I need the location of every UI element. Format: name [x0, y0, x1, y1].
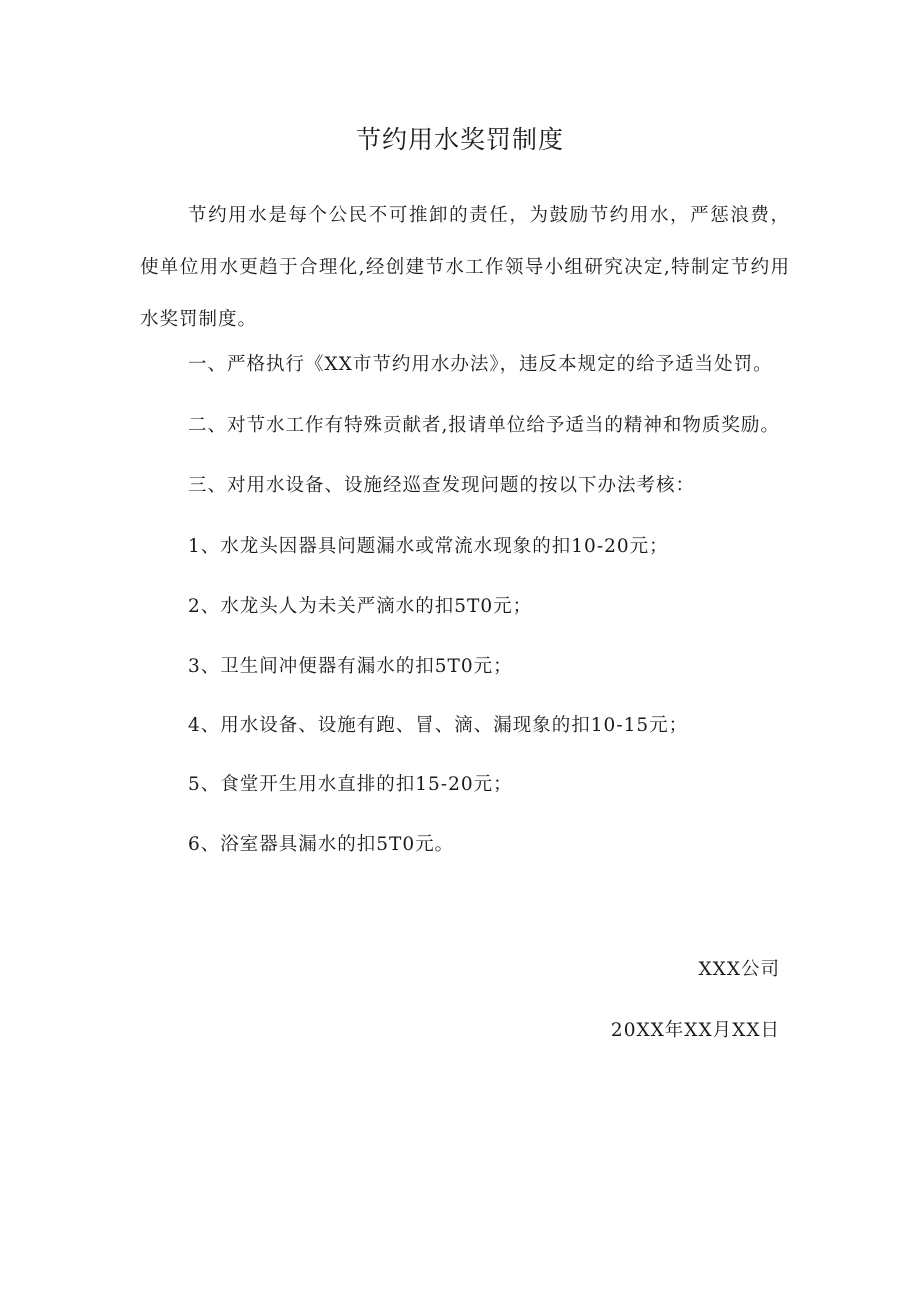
- signature-date: 20XX年XX月XX日: [610, 1020, 780, 1041]
- document-title: 节约用水奖罚制度: [355, 125, 564, 154]
- intro-paragraph: 节约用水是每个公民不可推卸的责任，为鼓励节约用水，严惩浪费，使单位用水更趋于合理化,经创建节水工作领导小组研究决定,特制定节约用水奖罚制度。: [140, 205, 790, 330]
- signature-company: XXX公司: [698, 959, 780, 980]
- list-item: 1、水龙头因器具问题漏水或常流水现象的扣10-20元；: [188, 536, 669, 557]
- list-item: 3、卫生间冲便器有漏水的扣5T0元；: [188, 656, 513, 677]
- section-3: 三、对用水设备、设施经巡查发现问题的按以下办法考核：: [188, 475, 696, 496]
- list-item: 4、用水设备、设施有跑、冒、滴、漏现象的扣10-15元；: [188, 715, 689, 736]
- list-item: 2、水龙头人为未关严滴水的扣5T0元；: [188, 596, 533, 617]
- list-item: 5、食堂开生用水直排的扣15-20元；: [188, 774, 513, 795]
- section-1: 一、严格执行《XX市节约用水办法》，违反本规定的给予适当处罚。: [188, 354, 773, 375]
- section-2: 二、对节水工作有特殊贡献者,报请单位给予适当的精神和物质奖励。: [188, 415, 780, 436]
- list-item: 6、浴室器具漏水的扣5T0元。: [188, 834, 455, 855]
